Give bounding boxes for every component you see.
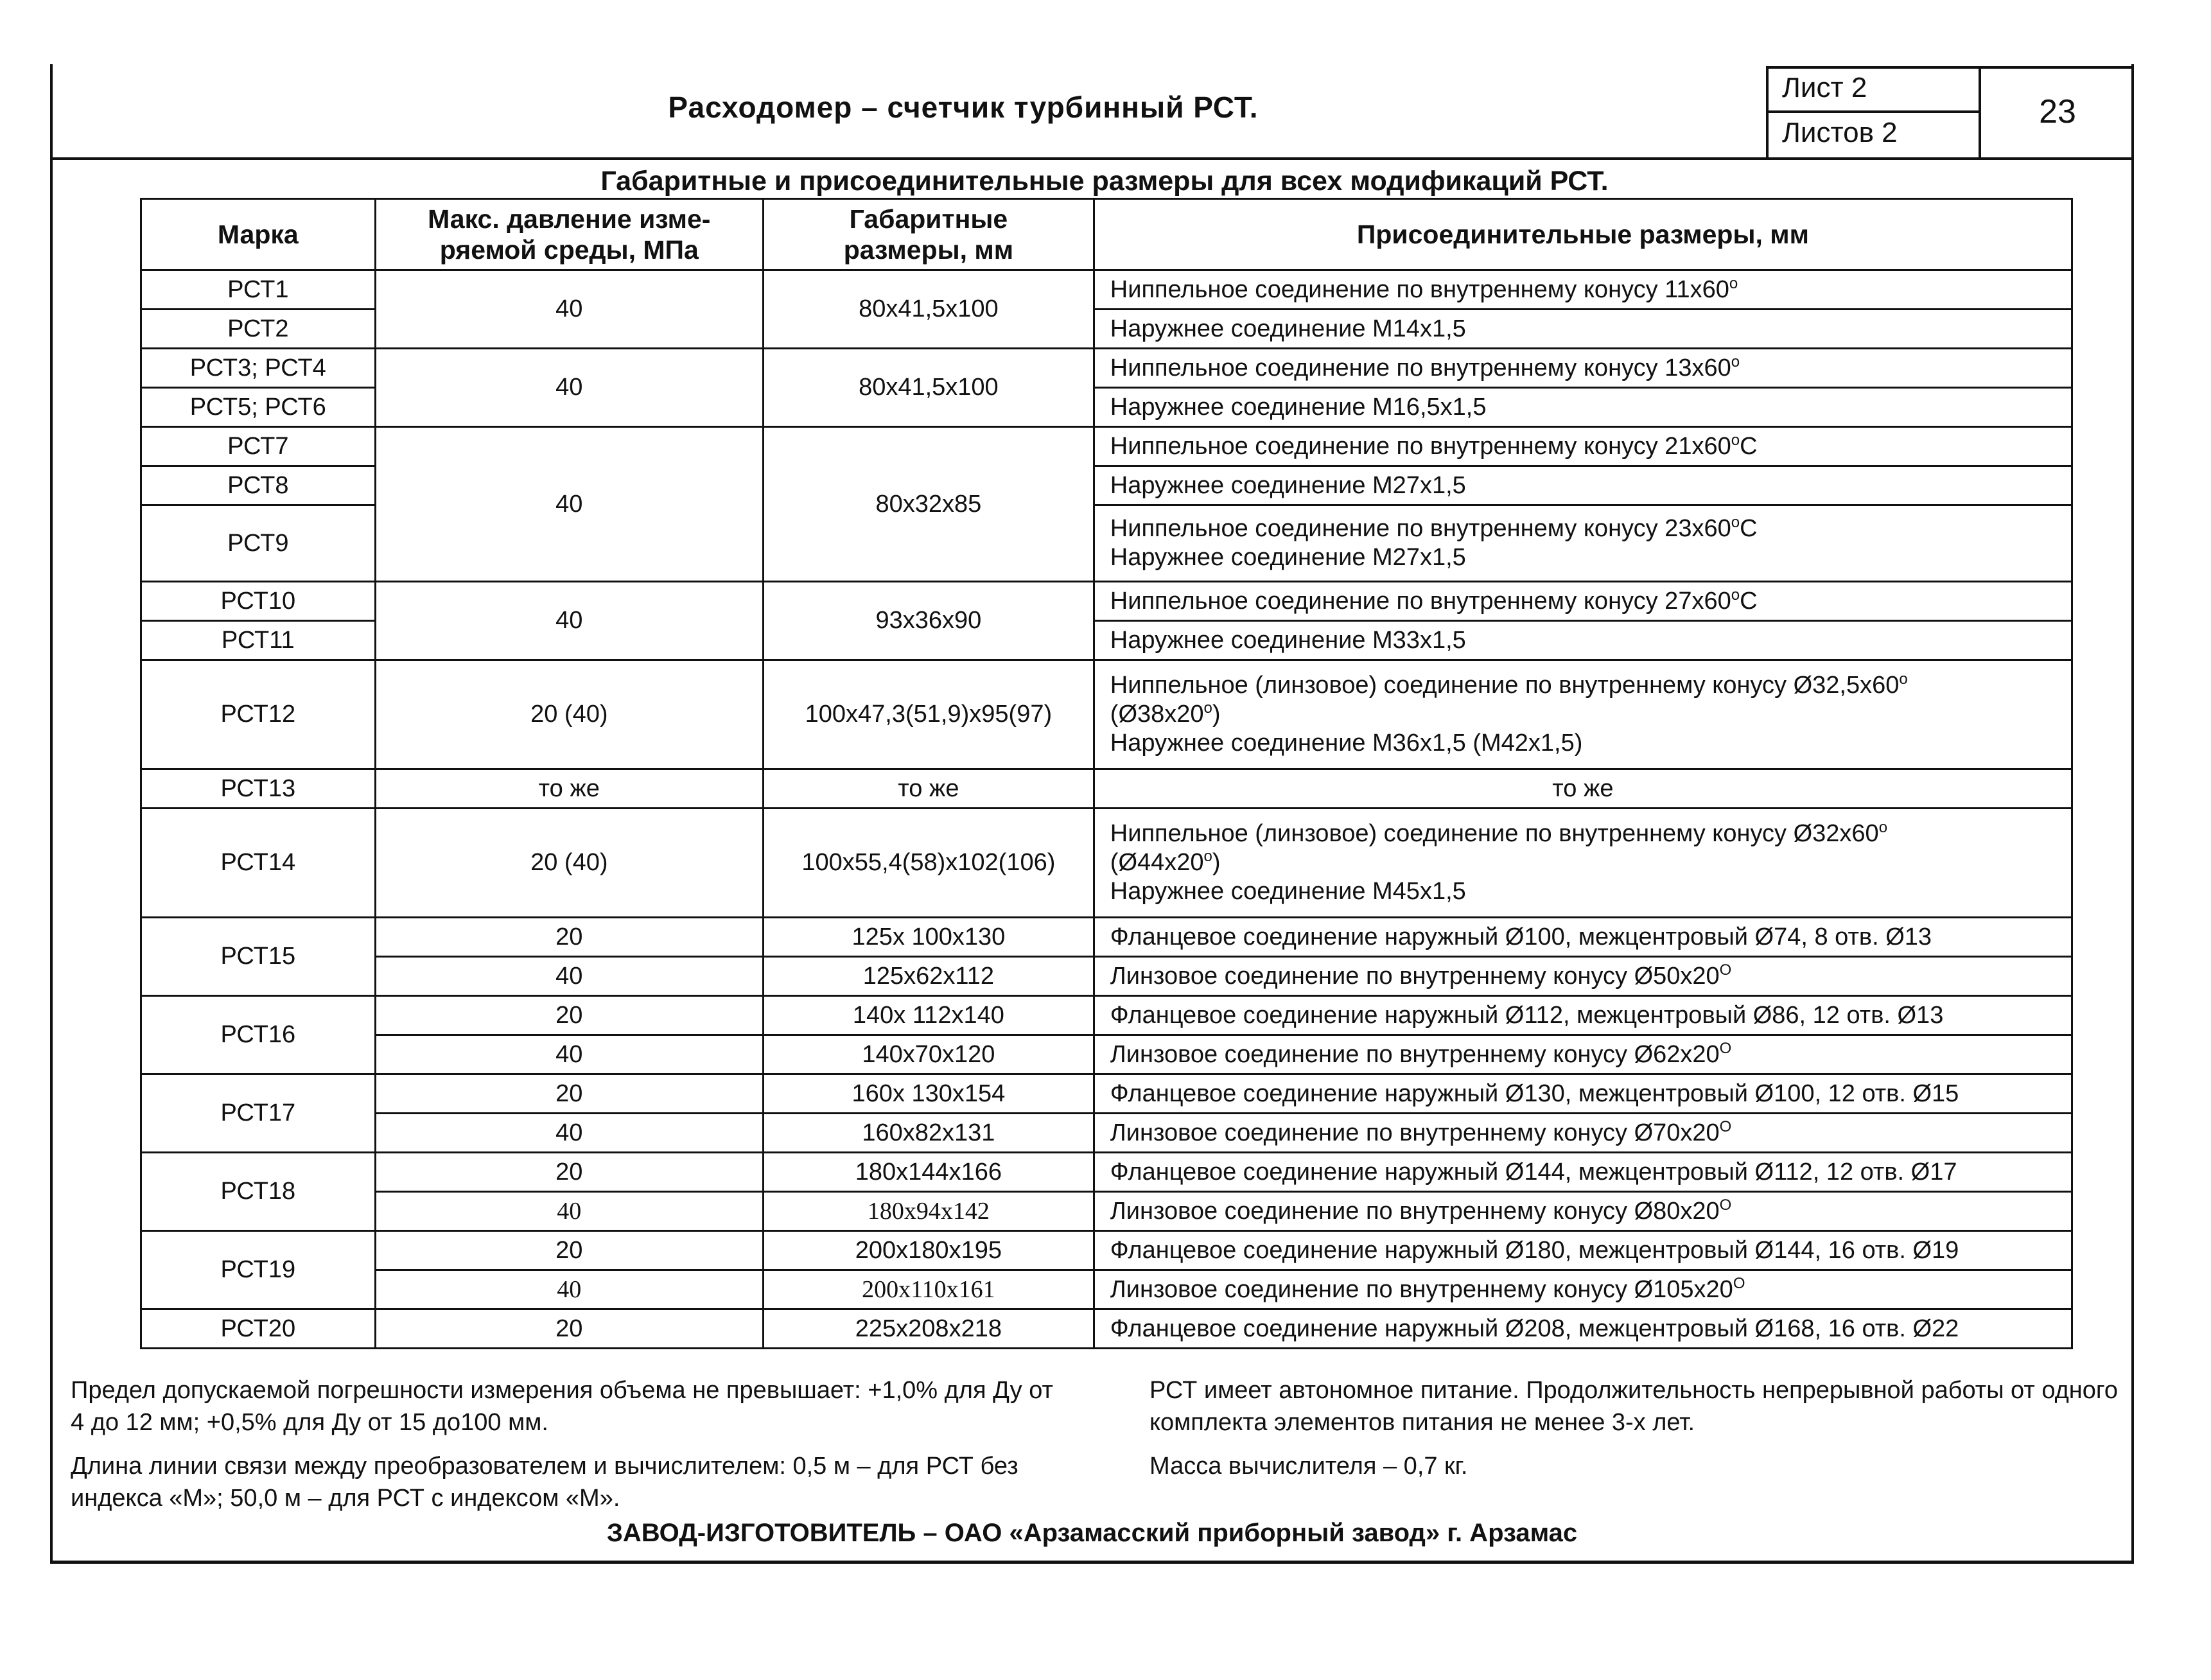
connection-text: Линзовое соединение по внутреннему конусу Ø105х20 bbox=[1110, 1275, 1733, 1303]
connection-text: Ниппельное соединение по внутреннему конусу 27х60 bbox=[1110, 587, 1731, 615]
degree-mark: о bbox=[1731, 514, 1740, 532]
dimensions-cell: 100х47,3(51,9)х95(97) bbox=[763, 660, 1094, 769]
brand-cell: РСТ13 bbox=[141, 769, 376, 809]
connection-cell bbox=[1094, 582, 2072, 621]
title-block-divider bbox=[1766, 110, 1981, 113]
dimensions-cell: 125х62х112 bbox=[763, 957, 1094, 996]
table-row bbox=[141, 582, 2072, 621]
connection-cell: Фланцевое соединение наружный Ø112, межцентровый Ø86, 12 отв. Ø13 bbox=[1094, 996, 2072, 1035]
connection-cell: Наружнее соединение М16,5х1,5 bbox=[1094, 388, 2072, 427]
accuracy-note: Предел допускаемой погрешности измерения объема не превышает: +1,0% для Ду от 4 до 12 мм; +0,5% для Ду от 15 до100 мм. bbox=[71, 1377, 1053, 1437]
connection-cell: Фланцевое соединение наружный Ø180, межцентровый Ø144, 16 отв. Ø19 bbox=[1094, 1231, 2072, 1270]
connection-cell: Наружнее соединение М33х1,5 bbox=[1094, 621, 2072, 660]
column-header-brand: Марка bbox=[141, 199, 376, 270]
dimensions-cell: 80х41,5х100 bbox=[763, 349, 1094, 427]
header-divider bbox=[50, 157, 2134, 160]
table-row bbox=[141, 996, 2072, 1035]
connection-text: Ниппельное соединение по внутреннему конусу 23х60 bbox=[1110, 515, 1731, 543]
connection-cell bbox=[1094, 349, 2072, 388]
degree-mark: о bbox=[1878, 819, 1888, 837]
degree-mark: О bbox=[1719, 961, 1732, 979]
pressure-cell: 20 bbox=[375, 1153, 763, 1192]
table-row bbox=[141, 1114, 2072, 1153]
dimensions-cell: то же bbox=[763, 769, 1094, 809]
page-number: 23 bbox=[2039, 93, 2076, 130]
pressure-cell: 40 bbox=[375, 1270, 763, 1309]
brand-cell: РСТ9 bbox=[141, 505, 376, 582]
brand-cell: РСТ7 bbox=[141, 427, 376, 466]
brand-cell: РСТ12 bbox=[141, 660, 376, 769]
pressure-cell: то же bbox=[375, 769, 763, 809]
column-header-dimensions: Габаритные размеры, мм bbox=[763, 199, 1094, 270]
connection-angle: (Ø38х20 bbox=[1110, 701, 1204, 728]
dimensions-cell: 125х 100х130 bbox=[763, 918, 1094, 957]
sheet-label: Лист 2 bbox=[1782, 72, 1867, 103]
connection-cell bbox=[1094, 957, 2072, 996]
brand-cell: РСТ17 bbox=[141, 1074, 376, 1153]
table-row bbox=[141, 349, 2072, 388]
pressure-cell: 40 bbox=[375, 270, 763, 349]
pressure-cell: 40 bbox=[375, 582, 763, 660]
degree-mark: о bbox=[1729, 274, 1738, 292]
brand-cell: РСТ2 bbox=[141, 310, 376, 349]
connection-cell bbox=[1094, 660, 2072, 769]
dimensions-cell: 140х70х120 bbox=[763, 1035, 1094, 1074]
connection-cell bbox=[1094, 1035, 2072, 1074]
notes-left bbox=[71, 1374, 1072, 1527]
table-row bbox=[141, 427, 2072, 466]
brand-cell: РСТ15 bbox=[141, 918, 376, 996]
table-row bbox=[141, 809, 2072, 918]
degree-mark: о bbox=[1203, 848, 1212, 866]
degree-mark: О bbox=[1719, 1117, 1732, 1135]
dimensions-cell: 93х36х90 bbox=[763, 582, 1094, 660]
column-header-pressure: Макс. давление изме-ряемой среды, МПа bbox=[375, 199, 763, 270]
brand-cell: РСТ18 bbox=[141, 1153, 376, 1231]
brand-cell: РСТ19 bbox=[141, 1231, 376, 1309]
degree-mark: О bbox=[1719, 1039, 1732, 1057]
connection-text-secondary: Наружнее соединение М45х1,5 bbox=[1110, 877, 1466, 905]
connection-text: Ниппельное соединение по внутреннему конусу 13х60 bbox=[1110, 354, 1731, 381]
table-row bbox=[141, 769, 2072, 809]
degree-mark: о bbox=[1203, 699, 1212, 717]
connection-cell: то же bbox=[1094, 769, 2072, 809]
degree-mark: о bbox=[1899, 670, 1908, 688]
connection-text: Линзовое соединение по внутреннему конусу Ø70х20 bbox=[1110, 1119, 1720, 1146]
unit-suffix: С bbox=[1740, 515, 1758, 543]
connection-angle: (Ø44х20 bbox=[1110, 849, 1204, 877]
weight-note: Масса вычислителя – 0,7 кг. bbox=[1149, 1453, 1468, 1480]
connection-cell: Фланцевое соединение наружный Ø130, межцентровый Ø100, 12 отв. Ø15 bbox=[1094, 1074, 2072, 1114]
connection-text: Ниппельное (линзовое) соединение по внутреннему конусу Ø32,5х60 bbox=[1110, 672, 1900, 699]
connection-text: Линзовое соединение по внутреннему конусу Ø80х20 bbox=[1110, 1197, 1720, 1225]
degree-mark: о bbox=[1731, 586, 1740, 604]
unit-suffix: С bbox=[1740, 587, 1758, 615]
connection-text-secondary: Наружнее соединение М36х1,5 (М42х1,5) bbox=[1110, 729, 1583, 757]
brand-cell: РСТ8 bbox=[141, 466, 376, 505]
column-header-connection: Присоединительные размеры, мм bbox=[1094, 199, 2072, 270]
pressure-cell: 40 bbox=[375, 1114, 763, 1153]
table-header-row bbox=[141, 199, 2072, 270]
dimensions-cell: 160х 130х154 bbox=[763, 1074, 1094, 1114]
pressure-cell: 20 bbox=[375, 1231, 763, 1270]
brand-cell: РСТ20 bbox=[141, 1309, 376, 1349]
degree-mark: О bbox=[1719, 1196, 1732, 1214]
dimensions-cell: 200х110х161 bbox=[763, 1270, 1094, 1309]
connection-cell bbox=[1094, 809, 2072, 918]
pressure-cell: 20 (40) bbox=[375, 660, 763, 769]
brand-cell: РСТ11 bbox=[141, 621, 376, 660]
table-row bbox=[141, 957, 2072, 996]
connection-cell: Фланцевое соединение наружный Ø208, межцентровый Ø168, 16 отв. Ø22 bbox=[1094, 1309, 2072, 1349]
table-row bbox=[141, 1270, 2072, 1309]
connection-text: Ниппельное (линзовое) соединение по внутреннему конусу Ø32х60 bbox=[1110, 820, 1879, 848]
dimensions-cell: 200х180х195 bbox=[763, 1231, 1094, 1270]
connection-cell bbox=[1094, 1270, 2072, 1309]
dimensions-cell: 180х144х166 bbox=[763, 1153, 1094, 1192]
connection-cell bbox=[1094, 270, 2072, 310]
unit-suffix: С bbox=[1740, 432, 1758, 460]
table-row bbox=[141, 1153, 2072, 1192]
brand-cell: РСТ16 bbox=[141, 996, 376, 1074]
brand-cell: РСТ3; РСТ4 bbox=[141, 349, 376, 388]
connection-text: Ниппельное соединение по внутреннему конусу 11х60 bbox=[1110, 276, 1729, 303]
dimensions-cell: 80х41,5х100 bbox=[763, 270, 1094, 349]
connection-angle-close: ) bbox=[1212, 701, 1221, 728]
pressure-cell: 40 bbox=[375, 1192, 763, 1231]
document-title: Расходомер – счетчик турбинный РСТ. bbox=[668, 91, 1259, 124]
table-caption: Габаритные и присоединительные размеры для всех модификаций РСТ. bbox=[600, 166, 1609, 197]
pressure-cell: 40 bbox=[375, 1035, 763, 1074]
pressure-cell: 20 bbox=[375, 996, 763, 1035]
table-row bbox=[141, 270, 2072, 310]
table-row bbox=[141, 1035, 2072, 1074]
table-row bbox=[141, 1231, 2072, 1270]
connection-cell: Фланцевое соединение наружный Ø100, межцентровый Ø74, 8 отв. Ø13 bbox=[1094, 918, 2072, 957]
pressure-cell: 20 bbox=[375, 1309, 763, 1349]
connection-text: Линзовое соединение по внутреннему конусу Ø50х20 bbox=[1110, 962, 1720, 990]
table-row bbox=[141, 918, 2072, 957]
sheets-total-label: Листов 2 bbox=[1782, 117, 1898, 148]
pressure-cell: 20 bbox=[375, 918, 763, 957]
brand-cell: РСТ10 bbox=[141, 582, 376, 621]
pressure-cell: 40 bbox=[375, 349, 763, 427]
brand-cell: РСТ1 bbox=[141, 270, 376, 310]
connection-text: Ниппельное соединение по внутреннему конусу 21х60 bbox=[1110, 432, 1731, 460]
degree-mark: о bbox=[1731, 353, 1740, 371]
connection-cell: Наружнее соединение М14х1,5 bbox=[1094, 310, 2072, 349]
notes-right bbox=[1149, 1374, 2126, 1494]
brand-cell: РСТ14 bbox=[141, 809, 376, 918]
dimensions-cell: 80х32х85 bbox=[763, 427, 1094, 582]
connection-cell bbox=[1094, 1192, 2072, 1231]
dimensions-cell: 225х208х218 bbox=[763, 1309, 1094, 1349]
connection-angle-close: ) bbox=[1212, 849, 1221, 877]
power-supply-note: РСТ имеет автономное питание. Продолжительность непрерывной работы от одного комплекта элементов питания не менее 3-х лет. bbox=[1149, 1377, 2119, 1437]
connection-text: Линзовое соединение по внутреннему конусу Ø62х20 bbox=[1110, 1040, 1720, 1068]
manufacturer-line: ЗАВОД-ИЗГОТОВИТЕЛЬ – ОАО «Арзамасский приборный завод» г. Арзамас bbox=[606, 1519, 1578, 1547]
connection-cell bbox=[1094, 505, 2072, 582]
table-row bbox=[141, 1074, 2072, 1114]
connection-text-secondary: Наружнее соединение М27х1,5 bbox=[1110, 544, 1466, 571]
brand-cell: РСТ5; РСТ6 bbox=[141, 388, 376, 427]
dimensions-table bbox=[140, 198, 2073, 1349]
table-row bbox=[141, 1309, 2072, 1349]
connection-cell: Наружнее соединение М27х1,5 bbox=[1094, 466, 2072, 505]
dimensions-cell: 100х55,4(58)х102(106) bbox=[763, 809, 1094, 918]
degree-mark: о bbox=[1731, 431, 1740, 449]
pressure-cell: 20 bbox=[375, 1074, 763, 1114]
connection-cell bbox=[1094, 1114, 2072, 1153]
pressure-cell: 40 bbox=[375, 957, 763, 996]
dimensions-cell: 140х 112х140 bbox=[763, 996, 1094, 1035]
connection-cell: Фланцевое соединение наружный Ø144, межцентровый Ø112, 12 отв. Ø17 bbox=[1094, 1153, 2072, 1192]
degree-mark: О bbox=[1733, 1274, 1745, 1292]
table-row bbox=[141, 1192, 2072, 1231]
pressure-cell: 20 (40) bbox=[375, 809, 763, 918]
cable-length-note: Длина линии связи между преобразователем и вычислителем: 0,5 м – для РСТ без индекса «М»; 50,0 м – для РСТ с индексом «М». bbox=[71, 1453, 1018, 1512]
connection-cell bbox=[1094, 427, 2072, 466]
dimensions-cell: 180х94х142 bbox=[763, 1192, 1094, 1231]
pressure-cell: 40 bbox=[375, 427, 763, 582]
table-row bbox=[141, 660, 2072, 769]
dimensions-cell: 160х82х131 bbox=[763, 1114, 1094, 1153]
